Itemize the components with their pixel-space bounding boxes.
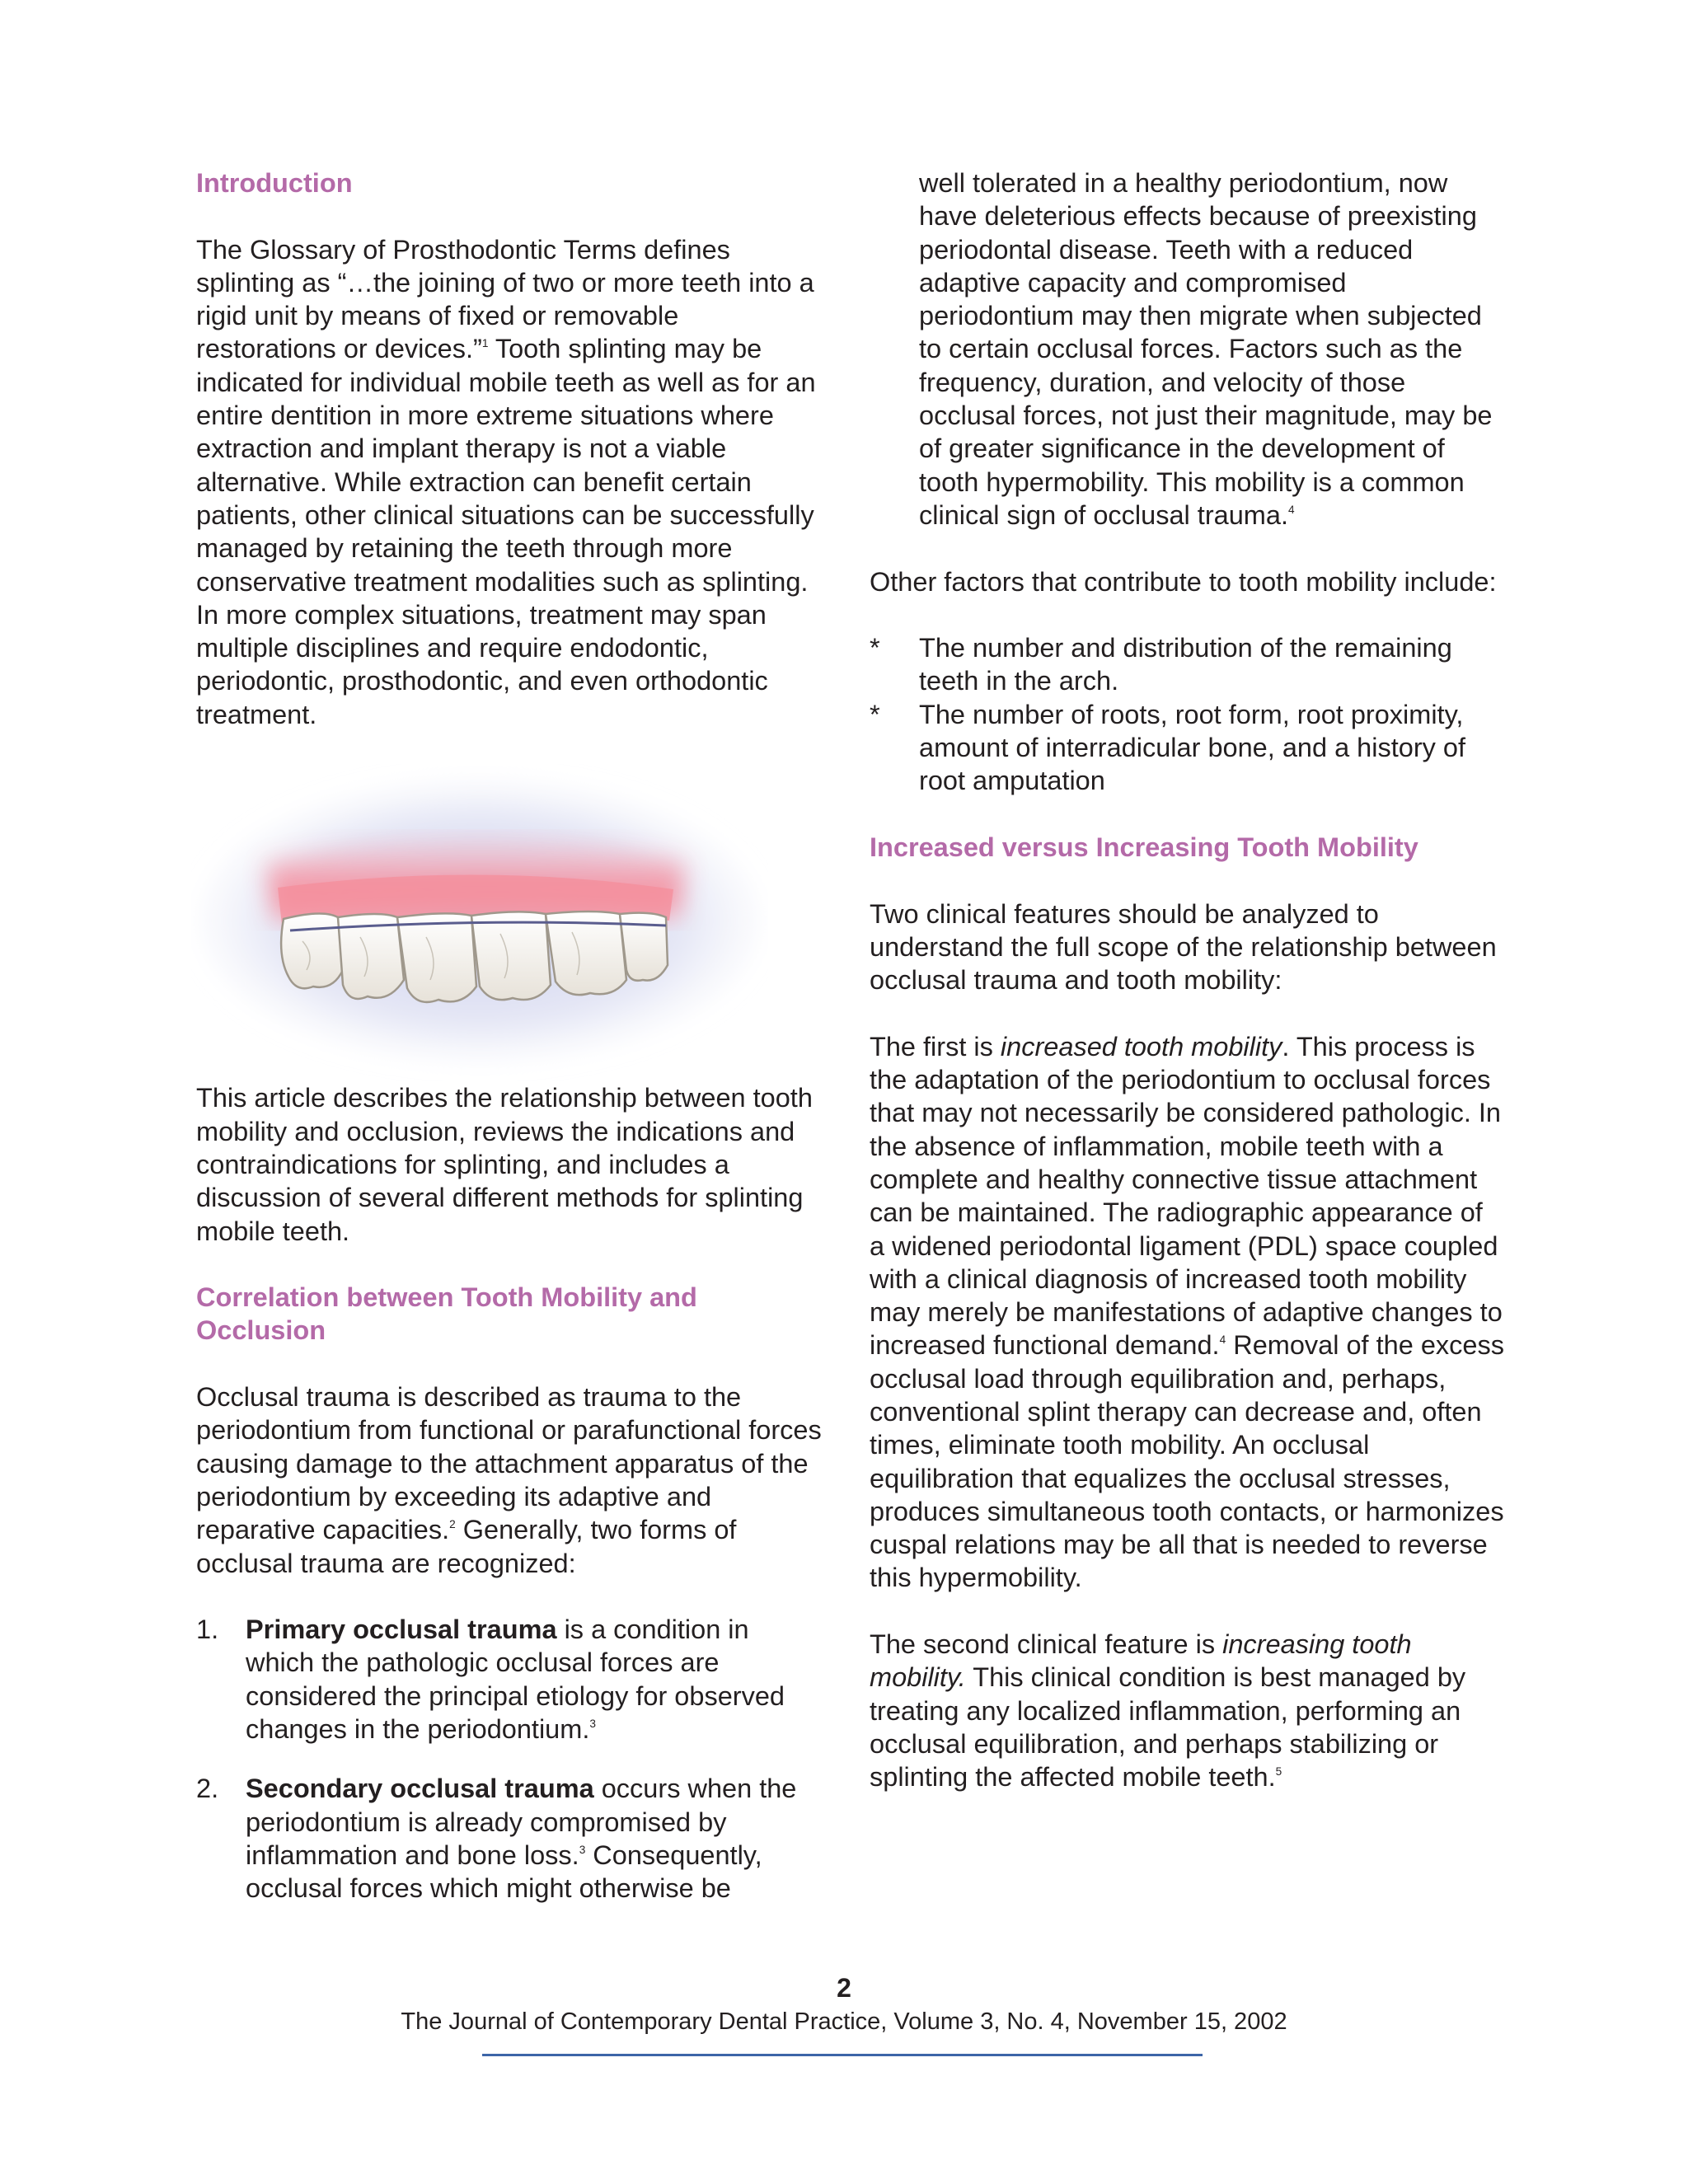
list-text: occurs when the periodontium is already compromised by inflammation and bone loss. xyxy=(246,1774,797,1870)
introduction-paragraph xyxy=(196,233,823,731)
list-item xyxy=(870,698,1504,798)
occlusal-text-a: Occlusal trauma is described as trauma to the periodontium from functional or parafunctional forces causing damage to the attachment apparatus of the periodontium by exceeding its adaptive and reparative capacities. xyxy=(196,1382,822,1545)
list-item xyxy=(196,1772,823,1905)
occlusal-text-b: Generally, two forms of occlusal trauma are recognized: xyxy=(196,1515,737,1578)
second-feature-paragraph xyxy=(870,1628,1504,1793)
list-text: is a condition in which the pathologic occlusal forces are considered the principal etiology for observed changes in the periodontium. xyxy=(246,1615,785,1744)
ref-2: 2 xyxy=(449,1518,456,1531)
intro-text-a: The Glossary of Prosthodontic Terms defines splinting as “…the joining of two or more teeth into a rigid unit by means of fixed or removable restorations or devices.” xyxy=(196,234,814,364)
list-term: Secondary occlusal trauma xyxy=(246,1774,594,1804)
introduction-heading: Introduction xyxy=(196,168,353,198)
continued-paragraph xyxy=(870,166,1504,532)
other-factors-paragraph: Other factors that contribute to tooth mobility include: xyxy=(870,566,1497,597)
bullet-text: The number of roots, root form, root proximity, amount of interradicular bone, and a history of root amputation xyxy=(919,699,1466,796)
two-features-paragraph: Two clinical features should be analyzed to understand the full scope of the relationship between occlusal trauma and tooth mobility: xyxy=(870,898,1497,996)
factors-bullet-list xyxy=(870,631,1504,797)
first-feature-paragraph xyxy=(870,1030,1504,1595)
list-tail: Consequently, occlusal forces which might otherwise be xyxy=(246,1840,762,1904)
ref-1: 1 xyxy=(481,337,489,350)
page-number: 2 xyxy=(837,1973,851,2003)
ref-3: 3 xyxy=(589,1718,596,1731)
footer-divider xyxy=(482,2054,1203,2056)
left-column xyxy=(196,166,823,1938)
list-number: 1. xyxy=(196,1615,219,1645)
list-item xyxy=(870,631,1504,698)
first-text-a: The first is xyxy=(870,1031,1001,1062)
article-paragraph: This article describes the relationship between tooth mobility and occlusion, reviews the indications and contraindications for splinting, and includes a discussion of several different methods for splinting mobile teeth. xyxy=(196,1083,813,1246)
splinted-teeth-illustration xyxy=(191,764,768,1081)
bullet-asterisk: * xyxy=(870,633,880,663)
list-term: Primary occlusal trauma xyxy=(246,1615,557,1645)
journal-citation: The Journal of Contemporary Dental Practice, Volume 3, No. 4, November 15, 2002 xyxy=(401,2008,1287,2035)
intro-text-b: Tooth splinting may be indicated for individual mobile teeth as well as for an entire dentition in more extreme situations where extraction and implant therapy is not a viable alternative. While extraction can benefit certain patients, other clinical situations can be successfully managed by retaining the teeth through more conservative treatment modalities such as splinting. In more complex situations, treatment may span multiple disciplines and require endodontic, periodontic, prosthodontic, and even orthodontic treatment. xyxy=(196,334,816,729)
ref-5: 5 xyxy=(1275,1765,1282,1779)
ref-4: 4 xyxy=(1287,504,1295,517)
list-number: 2. xyxy=(196,1774,219,1804)
correlation-heading: Correlation between Tooth Mobility and Occlusion xyxy=(196,1282,697,1346)
list-item xyxy=(196,1613,823,1746)
second-text-b: This clinical condition is best managed by treating any localized inflammation, performing an occlusal equilibration, and perhaps stabilizing or splinting the affected mobile teeth. xyxy=(870,1662,1466,1793)
occlusal-trauma-list xyxy=(196,1613,823,1905)
ref-4: 4 xyxy=(1219,1333,1226,1347)
first-text-b: . This process is the adaptation of the periodontium to occlusal forces that may not necessarily be considered pathologic. In the absence of inflammation, mobile teeth with a complete and healthy connective tissue attachment can be maintained. The radiographic appearance of a widened periodontal ligament (PDL) space coupled with a clinical diagnosis of increased tooth mobility may merely be manifestations of adaptive changes to increased functional demand. xyxy=(870,1031,1503,1361)
occlusal-trauma-paragraph xyxy=(196,1380,823,1580)
continued-text: well tolerated in a healthy periodontium, now have deleterious effects because of preexisting periodontal disease. Teeth with a reduced adaptive capacity and compromised periodontium may then migrate when subjected to certain occlusal forces. Factors such as the frequency, duration, and velocity of those occlusal forces, not just their magnitude, may be of greater significance in the development of tooth hypermobility. This mobility is a common clinical sign of occlusal trauma. xyxy=(919,168,1493,530)
bullet-text: The number and distribution of the remaining teeth in the arch. xyxy=(919,633,1452,696)
ref-3: 3 xyxy=(579,1843,586,1856)
bullet-asterisk: * xyxy=(870,699,880,729)
second-text-a: The second clinical feature is xyxy=(870,1629,1223,1660)
first-text-c: Removal of the excess occlusal load through equilibration and, perhaps, conventional splint therapy can decrease and, often times, eliminate tooth mobility. An occlusal equilibration that equalizes the occlusal stresses, produces simultaneous tooth contacts, or harmonizes cuspal relations may be all that is needed to reverse this hypermobility. xyxy=(870,1330,1504,1593)
first-italic-term: increased tooth mobility xyxy=(1000,1031,1282,1062)
increased-heading: Increased versus Increasing Tooth Mobility xyxy=(870,832,1418,862)
right-column xyxy=(870,166,1504,1827)
second-italic-term: increasing tooth mobility. xyxy=(870,1629,1412,1693)
